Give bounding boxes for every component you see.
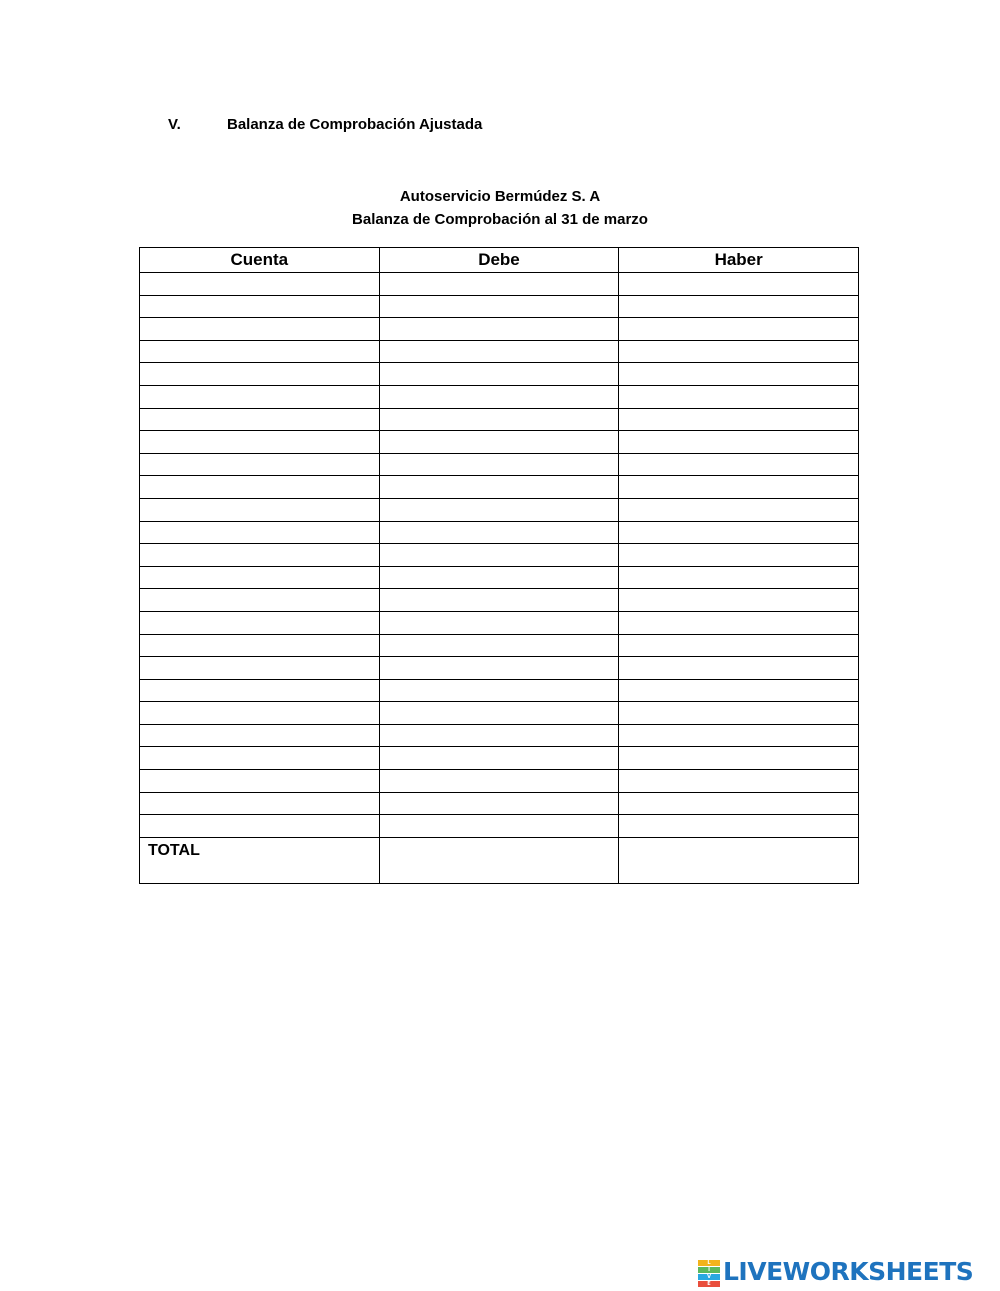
header-cuenta: Cuenta xyxy=(140,248,380,273)
haber-cell[interactable] xyxy=(619,770,859,793)
debe-cell[interactable] xyxy=(379,815,619,838)
cuenta-cell[interactable] xyxy=(140,634,380,657)
cuenta-cell[interactable] xyxy=(140,340,380,363)
haber-cell[interactable] xyxy=(619,521,859,544)
table-row xyxy=(140,724,859,747)
debe-cell[interactable] xyxy=(379,431,619,454)
cuenta-cell[interactable] xyxy=(140,544,380,567)
debe-cell[interactable] xyxy=(379,273,619,296)
cuenta-cell[interactable] xyxy=(140,431,380,454)
logo-square: E xyxy=(698,1281,720,1287)
total-haber-cell[interactable] xyxy=(619,837,859,883)
cuenta-cell[interactable] xyxy=(140,679,380,702)
cuenta-cell[interactable] xyxy=(140,792,380,815)
debe-cell[interactable] xyxy=(379,724,619,747)
debe-cell[interactable] xyxy=(379,385,619,408)
haber-cell[interactable] xyxy=(619,747,859,770)
table-row xyxy=(140,792,859,815)
table-row xyxy=(140,340,859,363)
table-row xyxy=(140,295,859,318)
haber-cell[interactable] xyxy=(619,657,859,680)
table-body xyxy=(140,273,859,884)
cuenta-cell[interactable] xyxy=(140,770,380,793)
cuenta-cell[interactable] xyxy=(140,747,380,770)
cuenta-cell[interactable] xyxy=(140,476,380,499)
haber-cell[interactable] xyxy=(619,544,859,567)
debe-cell[interactable] xyxy=(379,363,619,386)
total-label: TOTAL xyxy=(148,841,200,859)
logo-square: L xyxy=(698,1260,720,1266)
cuenta-cell[interactable] xyxy=(140,498,380,521)
liveworksheets-brand xyxy=(698,1258,973,1286)
cuenta-cell[interactable] xyxy=(140,611,380,634)
logo-square: V xyxy=(698,1274,720,1280)
haber-cell[interactable] xyxy=(619,273,859,296)
debe-cell[interactable] xyxy=(379,408,619,431)
table-row xyxy=(140,431,859,454)
total-debe-cell[interactable] xyxy=(379,837,619,883)
cuenta-cell[interactable] xyxy=(140,453,380,476)
table-row xyxy=(140,498,859,521)
haber-cell[interactable] xyxy=(619,589,859,612)
table-row xyxy=(140,634,859,657)
cuenta-cell[interactable] xyxy=(140,318,380,341)
table-row xyxy=(140,657,859,680)
haber-cell[interactable] xyxy=(619,408,859,431)
section-number: V. xyxy=(168,116,181,133)
table-row xyxy=(140,702,859,725)
haber-cell[interactable] xyxy=(619,476,859,499)
debe-cell[interactable] xyxy=(379,476,619,499)
haber-cell[interactable] xyxy=(619,792,859,815)
document-subtitle: Balanza de Comprobación al 31 de marzo xyxy=(352,211,648,228)
cuenta-cell[interactable] xyxy=(140,566,380,589)
debe-cell[interactable] xyxy=(379,679,619,702)
balance-table xyxy=(139,247,859,884)
table-row xyxy=(140,521,859,544)
debe-cell[interactable] xyxy=(379,318,619,341)
debe-cell[interactable] xyxy=(379,792,619,815)
haber-cell[interactable] xyxy=(619,702,859,725)
cuenta-cell[interactable] xyxy=(140,273,380,296)
table-row xyxy=(140,747,859,770)
cuenta-cell[interactable] xyxy=(140,815,380,838)
cuenta-cell[interactable] xyxy=(140,589,380,612)
debe-cell[interactable] xyxy=(379,295,619,318)
logo-square: I xyxy=(698,1267,720,1273)
cuenta-cell[interactable] xyxy=(140,702,380,725)
table-row xyxy=(140,453,859,476)
header-haber: Haber xyxy=(619,248,859,273)
debe-cell[interactable] xyxy=(379,521,619,544)
cuenta-cell[interactable] xyxy=(140,295,380,318)
haber-cell[interactable] xyxy=(619,634,859,657)
debe-cell[interactable] xyxy=(379,453,619,476)
table-row xyxy=(140,408,859,431)
debe-cell[interactable] xyxy=(379,544,619,567)
table-row xyxy=(140,589,859,612)
debe-cell[interactable] xyxy=(379,566,619,589)
total-label-cell xyxy=(140,837,380,883)
cuenta-cell[interactable] xyxy=(140,385,380,408)
table-row xyxy=(140,385,859,408)
debe-cell[interactable] xyxy=(379,498,619,521)
debe-cell[interactable] xyxy=(379,634,619,657)
debe-cell[interactable] xyxy=(379,611,619,634)
haber-cell[interactable] xyxy=(619,453,859,476)
total-row xyxy=(140,837,859,883)
brand-name: LIVEWORKSHEETS xyxy=(723,1257,974,1286)
cuenta-cell[interactable] xyxy=(140,657,380,680)
table-row xyxy=(140,318,859,341)
debe-cell[interactable] xyxy=(379,589,619,612)
table-row xyxy=(140,273,859,296)
section-title: Balanza de Comprobación Ajustada xyxy=(227,116,483,133)
table-row xyxy=(140,770,859,793)
haber-cell[interactable] xyxy=(619,679,859,702)
debe-cell[interactable] xyxy=(379,747,619,770)
haber-cell[interactable] xyxy=(619,498,859,521)
haber-cell[interactable] xyxy=(619,815,859,838)
cuenta-cell[interactable] xyxy=(140,408,380,431)
haber-cell[interactable] xyxy=(619,363,859,386)
debe-cell[interactable] xyxy=(379,340,619,363)
haber-cell[interactable] xyxy=(619,385,859,408)
company-name: Autoservicio Bermúdez S. A xyxy=(399,188,601,205)
debe-cell[interactable] xyxy=(379,770,619,793)
liveworksheets-logo-icon xyxy=(698,1260,720,1285)
cuenta-cell[interactable] xyxy=(140,521,380,544)
table-header-row xyxy=(140,248,859,273)
table-row xyxy=(140,815,859,838)
haber-cell[interactable] xyxy=(619,340,859,363)
table-row xyxy=(140,566,859,589)
debe-cell[interactable] xyxy=(379,702,619,725)
haber-cell[interactable] xyxy=(619,724,859,747)
table-row xyxy=(140,476,859,499)
cuenta-cell[interactable] xyxy=(140,363,380,386)
haber-cell[interactable] xyxy=(619,611,859,634)
haber-cell[interactable] xyxy=(619,318,859,341)
table-row xyxy=(140,363,859,386)
table-row xyxy=(140,544,859,567)
debe-cell[interactable] xyxy=(379,657,619,680)
table-row xyxy=(140,679,859,702)
haber-cell[interactable] xyxy=(619,431,859,454)
haber-cell[interactable] xyxy=(619,295,859,318)
haber-cell[interactable] xyxy=(619,566,859,589)
section-heading xyxy=(168,116,482,133)
header-debe: Debe xyxy=(379,248,619,273)
table-row xyxy=(140,611,859,634)
cuenta-cell[interactable] xyxy=(140,724,380,747)
